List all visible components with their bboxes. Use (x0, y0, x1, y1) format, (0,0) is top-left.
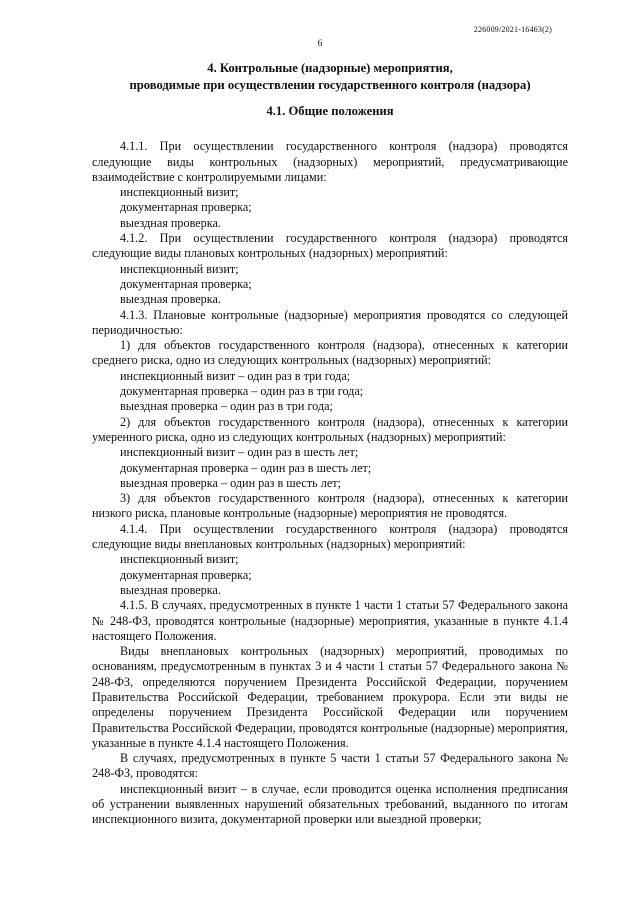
paragraph: выездная проверка – один раз в три года; (120, 399, 333, 414)
paragraph: инспекционный визит; (120, 261, 239, 276)
paragraph: инспекционный визит; (120, 185, 239, 200)
document-number: 226009/2021-16463(2) (473, 25, 552, 34)
paragraph: инспекционный визит; (120, 552, 239, 567)
paragraph: выездная проверка. (120, 292, 221, 307)
page-number: 6 (317, 38, 323, 48)
paragraph: документарная проверка – один раз в три года; (120, 384, 364, 399)
chapter-title (92, 60, 568, 94)
paragraph: В случаях, предусмотренных в пункте 5 части 1 статьи 57 Федерального закона № 248-ФЗ, проводятся: (92, 751, 568, 781)
document-body (92, 60, 568, 828)
paragraph-list (92, 139, 568, 827)
paragraph: выездная проверка – один раз в шесть лет; (120, 475, 341, 490)
paragraph: документарная проверка; (120, 200, 252, 215)
paragraph: документарная проверка; (120, 567, 252, 582)
paragraph: 2) для объектов государственного контроля (надзора), отнесенных к категории умеренного риска, одно из следующих контрольных (надзорных) мероприятий: (92, 414, 568, 444)
paragraph: документарная проверка; (120, 276, 252, 291)
section-title: 4.1. Общие положения (266, 104, 394, 118)
paragraph: 4.1.5. В случаях, предусмотренных в пункте 1 части 1 статьи 57 Федерального закона № 248-ФЗ, проводятся контрольные (надзорные) мероприятия, указанные в пункте 4.1.4 настоящего Положения. (92, 598, 568, 643)
paragraph: выездная проверка. (120, 215, 221, 230)
paragraph: 1) для объектов государственного контроля (надзора), отнесенных к категории среднего риска, одно из следующих контрольных (надзорных) мероприятий: (92, 338, 568, 368)
chapter-title-line-1: 4. Контрольные (надзорные) мероприятия, (207, 61, 453, 75)
paragraph: Виды внеплановых контрольных (надзорных) мероприятий, проводимых по основаниям, предусмотренным в пунктах 3 и 4 части 1 статьи 57 Федерального закона № 248-ФЗ, определяются поручением Президента Российской Федерации, поручением Правительства Российской Федерации, требованием прокурора. Если эти виды не определены поручением Президента Российской Федерации или поручением Правительства Российской Федерации, проводятся контрольные (надзорные) мероприятия, указанные в пункте 4.1.4 настоящего Положения. (92, 644, 568, 750)
chapter-title-line-2: проводимые при осуществлении государственного контроля (надзора) (129, 78, 531, 92)
paragraph: 4.1.1. При осуществлении государственного контроля (надзора) проводятся следующие виды контрольных (надзорных) мероприятий, предусматривающие взаимодействие с контролируемыми лицами: (92, 139, 568, 184)
paragraph: инспекционный визит – один раз в шесть лет; (120, 445, 359, 460)
paragraph: 3) для объектов государственного контроля (надзора), отнесенных к категории низкого риска, плановые контрольные (надзорные) мероприятия не проводятся. (92, 491, 568, 521)
paragraph: 4.1.3. Плановые контрольные (надзорные) мероприятия проводятся со следующей периодичностью: (92, 307, 568, 337)
paragraph: инспекционный визит – один раз в три года; (120, 368, 351, 383)
paragraph: выездная проверка. (120, 582, 221, 597)
paragraph: инспекционный визит – в случае, если проводится оценка исполнения предписания об устранении выявленных нарушений обязательных требований, выданного по итогам инспекционного визита, документарной проверки или выездной проверки; (92, 781, 568, 827)
paragraph: документарная проверка – один раз в шесть лет; (120, 460, 372, 475)
paragraph: 4.1.2. При осуществлении государственного контроля (надзора) проводятся следующие виды плановых контрольных (надзорных) мероприятий: (92, 231, 568, 261)
paragraph: 4.1.4. При осуществлении государственного контроля (надзора) проводятся следующие виды внеплановых контрольных (надзорных) мероприятий: (92, 521, 568, 552)
